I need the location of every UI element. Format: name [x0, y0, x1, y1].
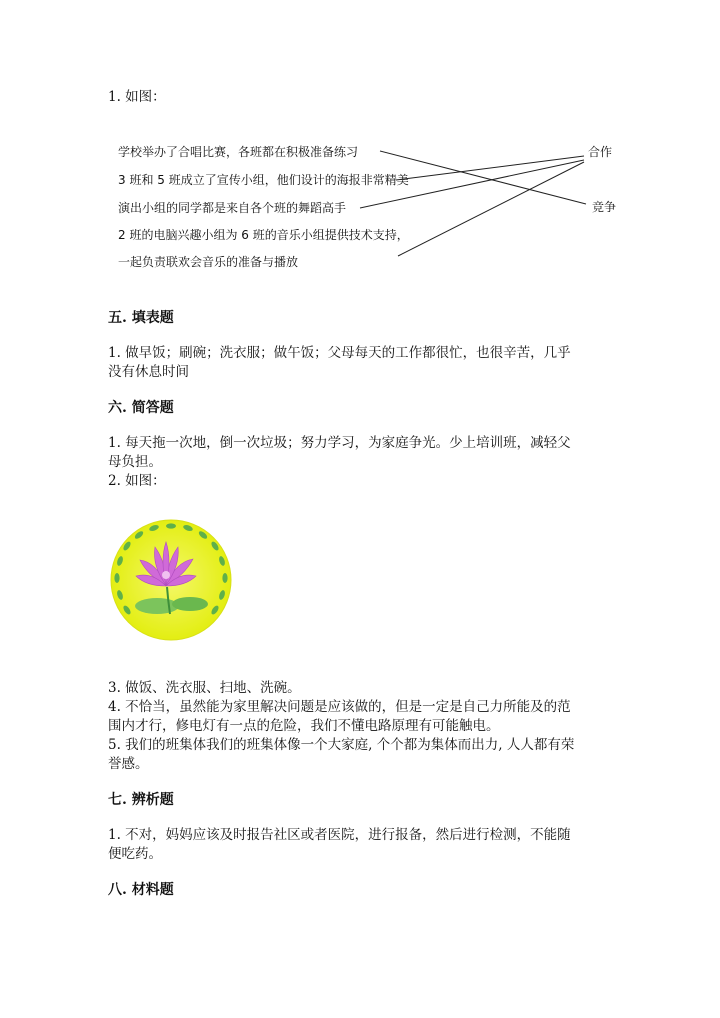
- section7-heading: 七. 辨析题: [108, 792, 174, 808]
- section6-line-2: 母负担。: [108, 454, 162, 470]
- section6-line-6: 围内才行，修电灯有一点的危险，我们不懂电路原理有可能触电。: [108, 718, 500, 734]
- match-left-5: 一起负责联欢会音乐的准备与播放: [118, 255, 299, 269]
- section6-heading: 六. 简答题: [108, 400, 174, 416]
- section6-line-1: 1. 每天拖一次地，倒一次垃圾；努力学习，为家庭争光。少上培训班，减轻父: [108, 435, 571, 451]
- section7-line-1: 1. 不对，妈妈应该及时报告社区或者医院，进行报备，然后进行检测，不能随: [108, 827, 571, 843]
- section8-heading: 八. 材料题: [108, 882, 174, 898]
- match-left-1: 学校举办了合唱比赛，各班都在积极准备练习: [118, 145, 359, 159]
- section6-line-7: 5. 我们的班集体我们的班集体像一个大家庭, 个个都为集体而出力, 人人都有荣: [108, 737, 575, 753]
- match-line-3: [360, 160, 584, 208]
- section5-heading: 五. 填表题: [108, 310, 174, 326]
- section7-line-2: 便吃药。: [108, 846, 162, 862]
- section5-line-1: 1. 做早饭；刷碗；洗衣服；做午饭；父母每天的工作都很忙，也很辛苦，几乎: [108, 345, 571, 361]
- q1-label: 1. 如图：: [108, 89, 166, 105]
- matching-lines: [0, 0, 720, 300]
- match-line-1: [380, 151, 586, 204]
- match-left-2: 3 班和 5 班成立了宣传小组，他们设计的海报非常精美: [118, 173, 409, 187]
- match-left-4: 2 班的电脑兴趣小组为 6 班的音乐小组提供技术支持，: [118, 228, 409, 242]
- match-left-3: 演出小组的同学都是来自各个班的舞蹈高手: [118, 201, 347, 215]
- match-right-compete: 竞争: [592, 200, 617, 214]
- section6-line-3: 2. 如图：: [108, 473, 166, 489]
- section6-line-4: 3. 做饭、洗衣服、扫地、洗碗。: [108, 680, 301, 696]
- section6-line-8: 誉感。: [108, 756, 149, 772]
- section6-line-5: 4. 不恰当，虽然能为家里解决问题是应该做的，但是一定是自己力所能及的范: [108, 699, 571, 715]
- match-right-cooperate: 合作: [588, 145, 613, 159]
- section5-line-2: 没有休息时间: [108, 364, 189, 380]
